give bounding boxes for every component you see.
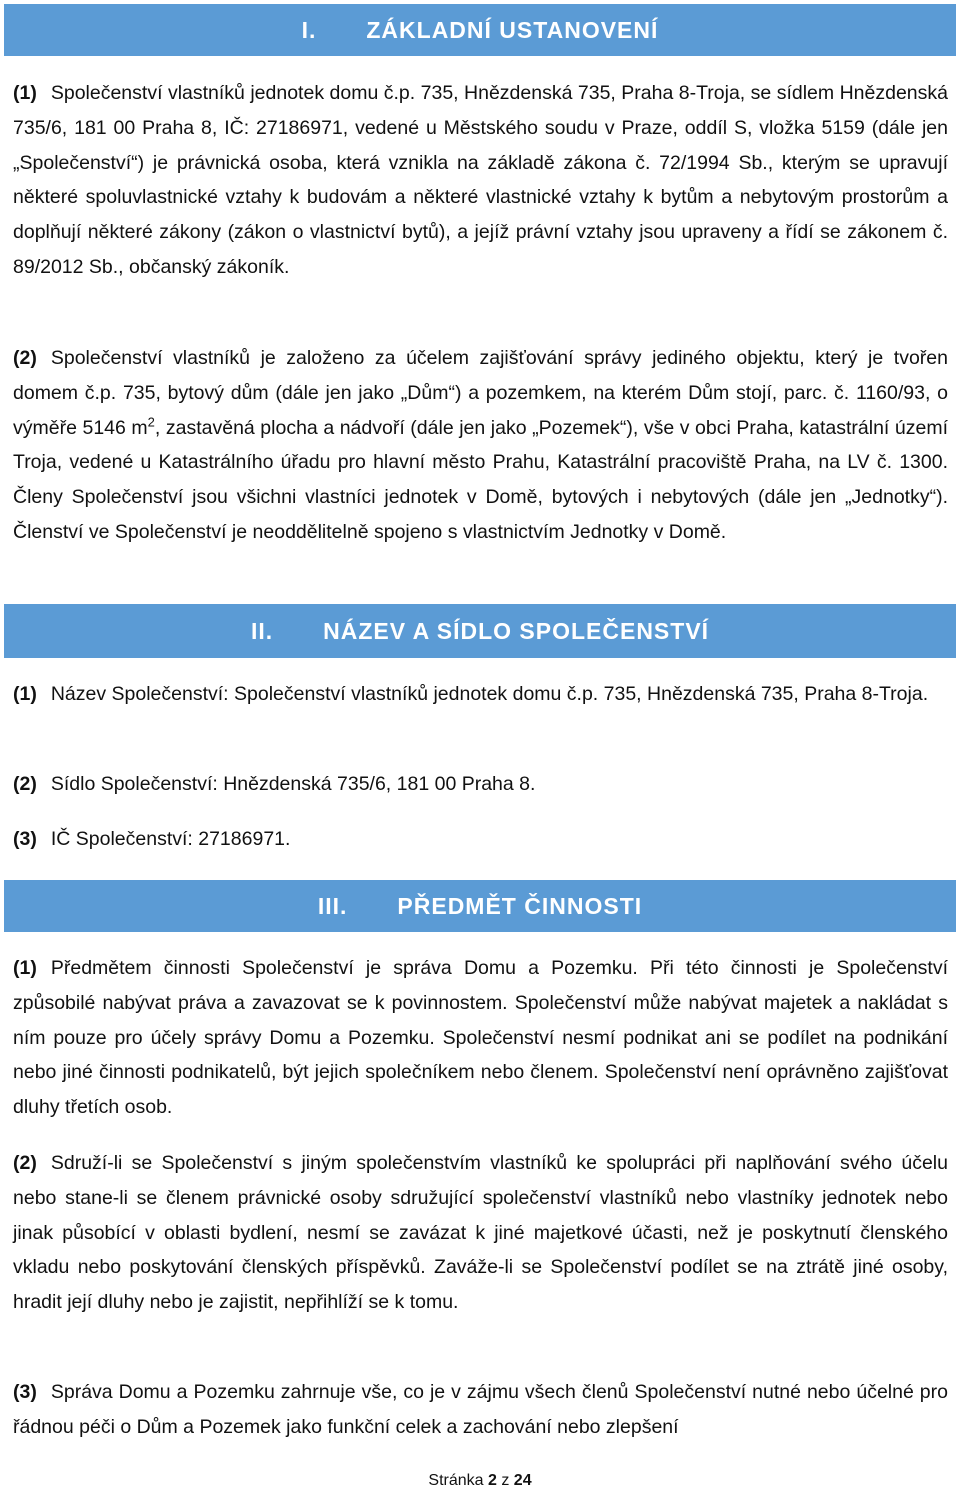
paragraph-3-3 bbox=[13, 1375, 948, 1445]
paragraph-text: Společenství vlastníků jednotek domu č.p. 735, Hnězdenská 735, Praha 8-Troja, se sídlem Hnězdenská 735/6, 181 00 Praha 8, IČ: 27186971, vedené u Městského soudu v Praze, oddíl S, vložka 5159 (dále jen „Společenství“) je právnická osoba, která vznikla na základě zákona č. 72/1994 Sb., kterým se upravují některé spoluvlastnické vztahy k budovám a některé vlastnické vztahy k bytům a nebytovým prostorům a doplňují některé zákony (zákon o vlastnictví bytů), a jejíž právní vztahy jsou upraveny a řídí se zákonem č. 89/2012 Sb., občanský zákoník. bbox=[13, 82, 948, 278]
paragraph-number: (1) bbox=[13, 82, 37, 104]
paragraph-number: (3) bbox=[13, 1381, 37, 1403]
section-number: I. bbox=[301, 16, 317, 43]
paragraph-text-cont: , zastavěná plocha a nádvoří (dále jen jako „Pozemek“), vše v obci Praha, katastrální území Troja, vedené u Katastrálního úřadu pro hlavní město Prahu, Katastrální pracoviště Praha, na LV č. 1300. Členy Společenství jsou všichni vlastníci jednotek v Domě, bytových i nebytových (dále jen „Jednotky“). Členství ve Společenství je neoddělitelně spojeno s vlastnictvím Jednotky v Domě. bbox=[13, 416, 948, 543]
paragraph-3-1 bbox=[13, 951, 948, 1125]
paragraph-text: Sídlo Společenství: Hnězdenská 735/6, 181 00 Praha 8. bbox=[50, 773, 536, 795]
paragraph-text: Předmětem činnosti Společenství je správa Domu a Pozemku. Při této činnosti je Společenství způsobilé nabývat práva a zavazovat se k povinnostem. Společenství může nabývat majetek a nakládat s ním pouze pro účely správy Domu a Pozemku. Společenství nesmí podnikat ani se podílet na podnikání nebo jiné činnosti podnikatelů, být jejich společníkem nebo členem. Společenství není oprávněno zajišťovat dluhy třetích osob. bbox=[13, 957, 948, 1119]
paragraph-text: Společenství vlastníků je založeno za účelem zajišťování správy jediného objektu, který je tvořen domem č.p. 735, bytový dům (dále jen jako „Dům“) a pozemkem, na kterém Dům stojí, parc. č. 1160/93, o výměře 5146 m bbox=[13, 347, 948, 439]
paragraph-number: (1) bbox=[13, 683, 37, 705]
paragraph-3-2 bbox=[13, 1146, 948, 1320]
section-title: ZÁKLADNÍ USTANOVENÍ bbox=[366, 16, 659, 43]
superscript: 2 bbox=[147, 414, 155, 430]
paragraph-1-2 bbox=[13, 341, 948, 550]
paragraph-number: (2) bbox=[13, 1152, 37, 1174]
paragraph-2-2 bbox=[13, 767, 948, 802]
section-number: II. bbox=[250, 617, 274, 644]
footer-total-pages: 24 bbox=[513, 1472, 532, 1489]
section-number: III. bbox=[317, 892, 348, 919]
paragraph-text: Správa Domu a Pozemku zahrnuje vše, co je v zájmu všech členů Společenství nutné nebo účelné pro řádnou péči o Dům a Pozemek jako funkční celek a zachování nebo zlepšení bbox=[13, 1381, 948, 1438]
paragraph-1-1 bbox=[13, 76, 948, 285]
page-footer bbox=[0, 1472, 960, 1490]
paragraph-2-1 bbox=[13, 677, 948, 712]
paragraph-text: Název Společenství: Společenství vlastníků jednotek domu č.p. 735, Hnězdenská 735, Praha 8-Troja. bbox=[50, 683, 929, 705]
paragraph-text: Sdruží-li se Společenství s jiným společenstvím vlastníků ke spolupráci při naplňování svého účelu nebo stane-li se členem právnické osoby sdružující společenství vlastníků nebo vlastníky jednotek nebo jinak působící v oblasti bydlení, nesmí se zavázat k jiné majetkové účasti, než je poskytnutí členského vkladu nebo poskytování členských příspěvků. Zaváže-li se Společenství podílet se na ztrátě jiné osoby, hradit její dluhy nebo je zajistit, nepřihlíží se k tomu. bbox=[13, 1152, 948, 1314]
section-heading-1 bbox=[4, 4, 956, 56]
footer-separator: z bbox=[501, 1472, 510, 1489]
paragraph-text: IČ Společenství: 27186971. bbox=[50, 828, 291, 850]
paragraph-number: (1) bbox=[13, 957, 37, 979]
paragraph-number: (2) bbox=[13, 347, 37, 369]
section-heading-2 bbox=[4, 604, 956, 658]
section-title: NÁZEV A SÍDLO SPOLEČENSTVÍ bbox=[323, 617, 710, 644]
paragraph-number: (2) bbox=[13, 773, 37, 795]
footer-label: Stránka bbox=[428, 1472, 484, 1489]
paragraph-number: (3) bbox=[13, 828, 37, 850]
section-title: PŘEDMĚT ČINNOSTI bbox=[397, 892, 643, 919]
footer-page-number: 2 bbox=[487, 1472, 497, 1489]
paragraph-2-3 bbox=[13, 822, 948, 857]
section-heading-3 bbox=[4, 880, 956, 932]
